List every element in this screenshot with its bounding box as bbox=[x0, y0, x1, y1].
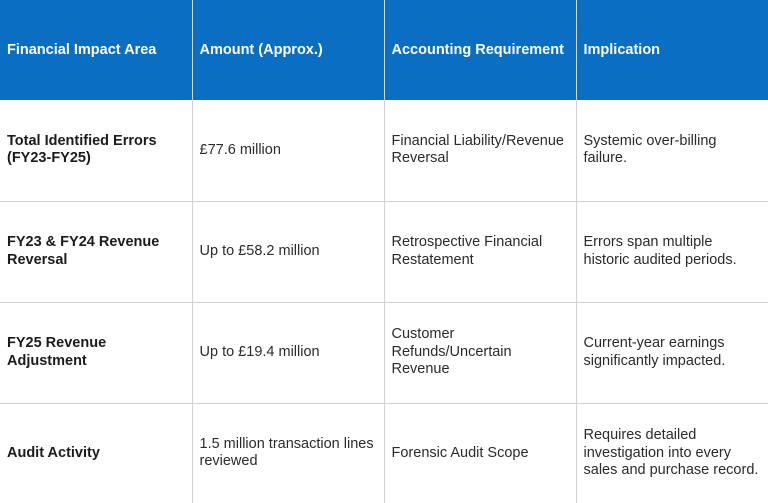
cell-accounting-requirement: Customer Refunds/Uncertain Revenue bbox=[384, 302, 576, 403]
table-header bbox=[0, 0, 768, 100]
table-row bbox=[0, 100, 768, 201]
table-row bbox=[0, 201, 768, 302]
cell-accounting-requirement: Forensic Audit Scope bbox=[384, 403, 576, 503]
header-implication: Implication bbox=[576, 0, 768, 100]
cell-impact-area: Total Identified Errors (FY23-FY25) bbox=[0, 100, 192, 201]
table-row bbox=[0, 403, 768, 503]
cell-impact-area: FY23 & FY24 Revenue Reversal bbox=[0, 201, 192, 302]
cell-amount: Up to £19.4 million bbox=[192, 302, 384, 403]
header-row bbox=[0, 0, 768, 100]
table-body bbox=[0, 100, 768, 503]
cell-accounting-requirement: Retrospective Financial Restatement bbox=[384, 201, 576, 302]
header-amount: Amount (Approx.) bbox=[192, 0, 384, 100]
cell-amount: 1.5 million transaction lines reviewed bbox=[192, 403, 384, 503]
cell-implication: Current-year earnings significantly impacted. bbox=[576, 302, 768, 403]
header-accounting-requirement: Accounting Requirement bbox=[384, 0, 576, 100]
cell-impact-area: Audit Activity bbox=[0, 403, 192, 503]
header-financial-impact-area: Financial Impact Area bbox=[0, 0, 192, 100]
table-row bbox=[0, 302, 768, 403]
cell-implication: Systemic over-billing failure. bbox=[576, 100, 768, 201]
cell-accounting-requirement: Financial Liability/Revenue Reversal bbox=[384, 100, 576, 201]
cell-implication: Requires detailed investigation into every sales and purchase record. bbox=[583, 427, 759, 478]
cell-amount: Up to £58.2 million bbox=[192, 201, 384, 302]
cell-amount: £77.6 million bbox=[192, 100, 384, 201]
cell-impact-area: FY25 Revenue Adjustment bbox=[0, 302, 192, 403]
cell-implication: Errors span multiple historic audited periods. bbox=[576, 201, 768, 302]
